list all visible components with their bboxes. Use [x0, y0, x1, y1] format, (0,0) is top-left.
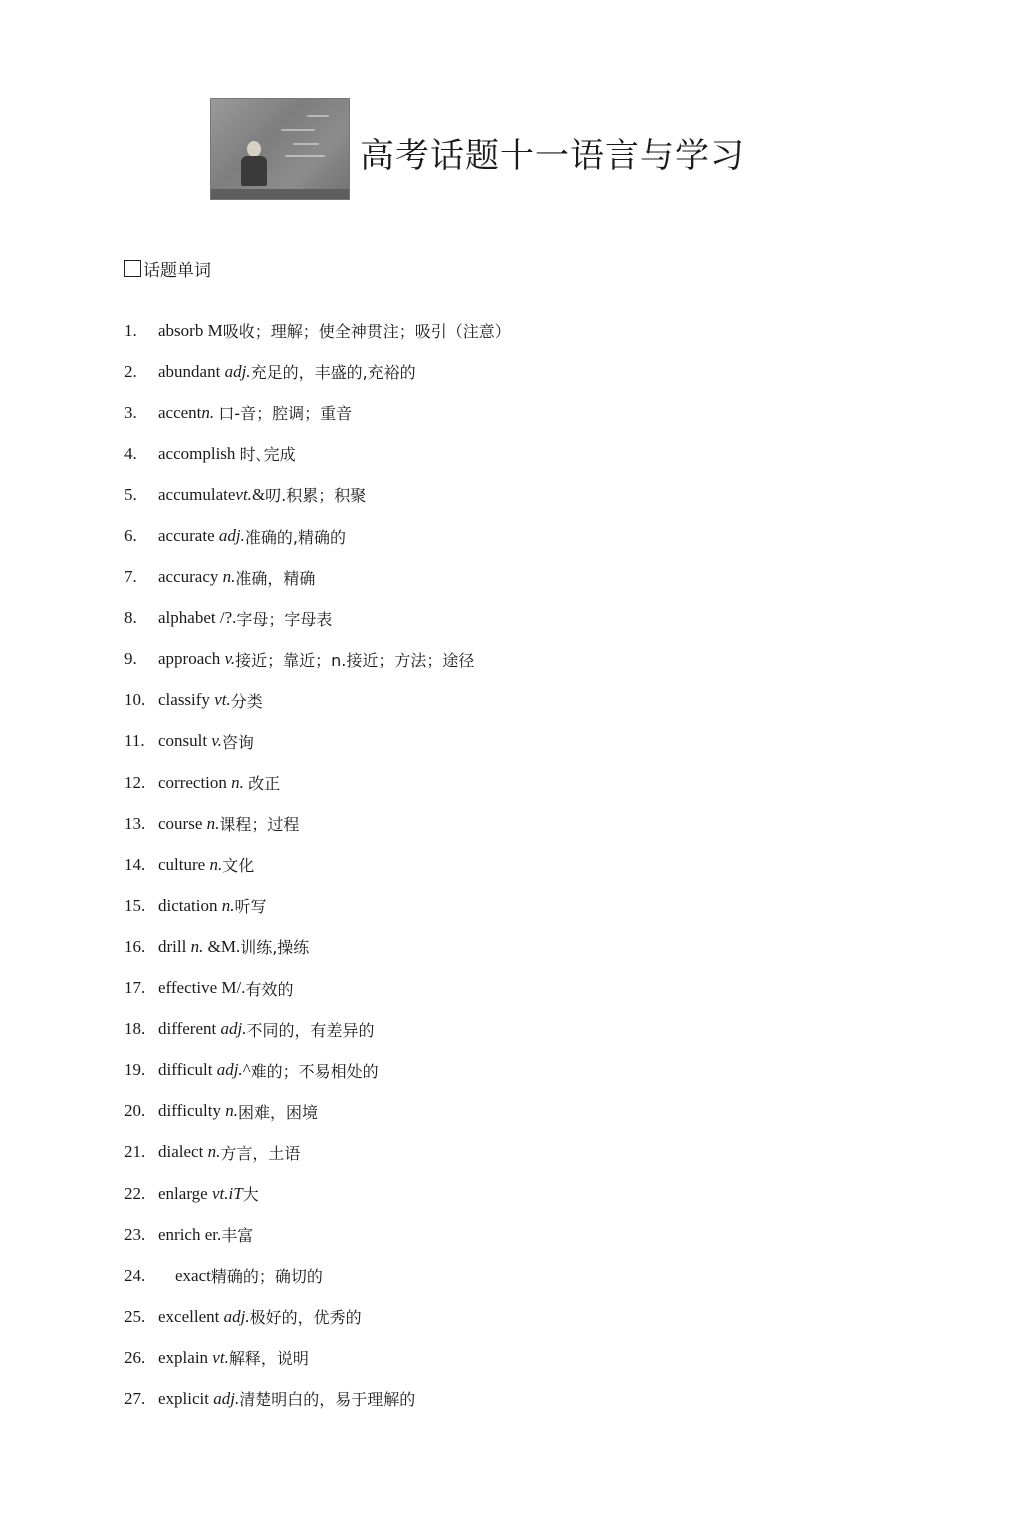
list-item	[124, 1009, 511, 1050]
item-meaning: 咨询	[221, 732, 254, 752]
item-word: enlarge	[158, 1183, 212, 1203]
item-number: 6.	[124, 526, 137, 546]
item-part-of-speech: vt.	[235, 484, 252, 504]
item-number: 15.	[124, 895, 146, 915]
list-item	[124, 1050, 511, 1091]
item-word: explicit	[158, 1388, 214, 1408]
item-part-of-speech: n.	[225, 1101, 238, 1121]
item-meaning: 有效的	[245, 979, 294, 999]
item-part-of-speech: adj.	[216, 1060, 243, 1080]
item-number: 27.	[124, 1388, 146, 1408]
item-meaning: 口-音；腔调；重音	[218, 404, 353, 424]
item-word: difficulty	[158, 1101, 226, 1121]
list-item	[124, 1378, 511, 1419]
list-item	[124, 680, 511, 721]
list-item	[124, 1337, 511, 1378]
item-word: approach	[158, 649, 225, 669]
item-word: enrich	[158, 1224, 205, 1244]
item-part-of-speech: v.	[211, 731, 222, 751]
item-part-of-speech: adj.	[224, 361, 251, 381]
item-meaning: 叨.积累；积聚	[265, 486, 367, 506]
item-word: different	[158, 1019, 221, 1039]
item-part-of-speech: n.	[207, 1142, 221, 1162]
item-number: 8.	[124, 608, 137, 628]
item-word: difficult	[158, 1060, 217, 1080]
item-number: 3.	[124, 402, 137, 422]
chalk-scribble	[293, 143, 319, 145]
item-meaning: 不同的，有差异的	[246, 1020, 375, 1040]
item-word: explain	[158, 1347, 213, 1367]
item-meaning: 方言，土语	[220, 1143, 301, 1163]
item-meaning: 分类	[230, 691, 263, 711]
item-word: dictation	[158, 895, 222, 915]
item-part-of-speech: n.	[201, 402, 215, 422]
item-part-of-speech: adj.	[223, 1306, 250, 1326]
item-part-of-speech: n.	[190, 936, 204, 956]
list-item	[124, 885, 511, 926]
item-word: alphabet	[158, 608, 220, 628]
item-extra: ^	[242, 1060, 251, 1080]
item-part-of-speech: vt.	[214, 690, 231, 710]
item-meaning: 时､完成	[239, 445, 296, 465]
item-number: 14.	[124, 854, 146, 874]
section-heading	[124, 256, 211, 281]
item-meaning: 清楚明白的，易于理解的	[239, 1390, 416, 1410]
chalk-scribble	[285, 155, 325, 157]
item-word: accuracy	[158, 567, 223, 587]
item-word: consult	[158, 731, 212, 751]
list-item	[124, 1296, 511, 1337]
item-part-of-speech: n.	[221, 895, 235, 915]
item-extra: er.	[204, 1224, 222, 1244]
item-word: accent	[158, 402, 202, 422]
item-number: 11.	[124, 731, 145, 751]
figure-head	[247, 141, 261, 157]
item-meaning: 大	[242, 1185, 259, 1205]
item-number: 17.	[124, 978, 146, 998]
item-word: drill	[158, 936, 191, 956]
item-meaning: 接近；靠近；n.接近；方法；途径	[235, 650, 475, 670]
item-part-of-speech: vt.	[212, 1347, 229, 1367]
desk	[211, 189, 349, 199]
item-number: 5.	[124, 484, 137, 504]
item-meaning: 改正	[248, 774, 281, 794]
item-word: correction	[158, 772, 232, 792]
item-number: 22.	[124, 1183, 146, 1203]
item-meaning: 吸收；理解；使全神贯注；吸引（注意）	[222, 322, 511, 342]
figure-body	[241, 156, 267, 186]
item-extra: /?.	[219, 608, 237, 628]
item-number: 13.	[124, 813, 146, 833]
item-number: 18.	[124, 1019, 146, 1039]
section-heading-label: 话题单词	[143, 261, 211, 281]
item-part-of-speech: vt.iT	[211, 1183, 243, 1203]
item-meaning: 解释，说明	[228, 1349, 309, 1369]
item-meaning: 精确的；确切的	[210, 1267, 323, 1287]
item-meaning: 训练,操练	[240, 938, 310, 958]
list-item	[124, 392, 511, 433]
item-number: 1.	[124, 320, 137, 340]
item-extra: M/.	[221, 978, 246, 998]
item-number: 4.	[124, 443, 137, 463]
item-meaning: 丰富	[221, 1226, 254, 1246]
list-item	[124, 310, 511, 351]
item-extra: &	[251, 484, 266, 504]
item-word: absorb	[158, 320, 208, 340]
list-item	[124, 721, 511, 762]
item-number: 25.	[124, 1306, 146, 1326]
item-word: dialect	[158, 1142, 208, 1162]
list-item	[124, 803, 511, 844]
item-number: 19.	[124, 1060, 146, 1080]
header-photo	[210, 98, 350, 200]
item-meaning: 难的；不易相处的	[250, 1061, 379, 1081]
item-number: 9.	[124, 649, 137, 669]
list-item	[124, 515, 511, 556]
item-word: course	[158, 813, 207, 833]
item-word: culture	[158, 854, 210, 874]
list-item	[124, 433, 511, 474]
list-item	[124, 926, 511, 967]
item-word: abundant	[158, 361, 225, 381]
list-item	[124, 1173, 511, 1214]
list-item	[124, 474, 511, 515]
item-number: 23.	[124, 1224, 146, 1244]
item-part-of-speech: n.	[231, 772, 244, 792]
item-meaning: 字母；字母表	[236, 609, 333, 629]
item-number: 20.	[124, 1101, 146, 1121]
item-number: 2.	[124, 361, 137, 381]
item-extra: M	[207, 320, 223, 340]
item-part-of-speech: adj.	[218, 526, 245, 546]
chalk-scribble	[281, 129, 315, 131]
item-part-of-speech: n.	[206, 813, 220, 833]
item-word: effective	[158, 978, 222, 998]
item-number: 12.	[124, 772, 146, 792]
item-number: 26.	[124, 1347, 146, 1367]
item-extra: &M.	[203, 936, 241, 956]
item-meaning: 充足的，丰盛的,充裕的	[250, 363, 416, 383]
item-meaning: 准确的,精确的	[244, 527, 346, 547]
item-word: exact	[175, 1265, 211, 1285]
item-number: 7.	[124, 567, 137, 587]
list-item	[124, 557, 511, 598]
item-part-of-speech: n.	[222, 567, 236, 587]
item-word: accumulate	[158, 484, 236, 504]
item-meaning: 课程；过程	[219, 815, 300, 835]
list-item	[124, 844, 511, 885]
list-item	[124, 1132, 511, 1173]
item-meaning: 听写	[234, 897, 267, 917]
item-meaning: 极好的，优秀的	[249, 1308, 362, 1328]
list-item	[124, 351, 511, 392]
item-part-of-speech: adj.	[213, 1388, 240, 1408]
item-number: 24.	[124, 1265, 146, 1285]
list-item	[124, 968, 511, 1009]
page-title: 高考话题十一语言与学习	[360, 136, 745, 176]
item-part-of-speech: v.	[224, 649, 236, 669]
list-item	[124, 598, 511, 639]
item-part-of-speech: n.	[209, 854, 223, 874]
item-meaning: 文化	[222, 856, 255, 876]
chalk-scribble	[307, 115, 329, 117]
list-item	[124, 639, 511, 680]
item-word: accomplish	[158, 443, 240, 463]
item-meaning: 困难，困境	[237, 1102, 318, 1122]
item-word: classify	[158, 690, 215, 710]
item-number: 21.	[124, 1142, 146, 1162]
item-number: 10.	[124, 690, 146, 710]
list-item	[124, 1091, 511, 1132]
list-item	[124, 762, 511, 803]
item-word: accurate	[158, 526, 219, 546]
item-number: 16.	[124, 936, 146, 956]
checkbox-square-icon	[124, 260, 141, 277]
item-part-of-speech: adj.	[220, 1019, 247, 1039]
list-item	[124, 1214, 511, 1255]
item-meaning: 准确，精确	[235, 568, 316, 588]
list-item	[124, 1255, 511, 1296]
vocabulary-list	[124, 310, 511, 1420]
item-word: excellent	[158, 1306, 224, 1326]
